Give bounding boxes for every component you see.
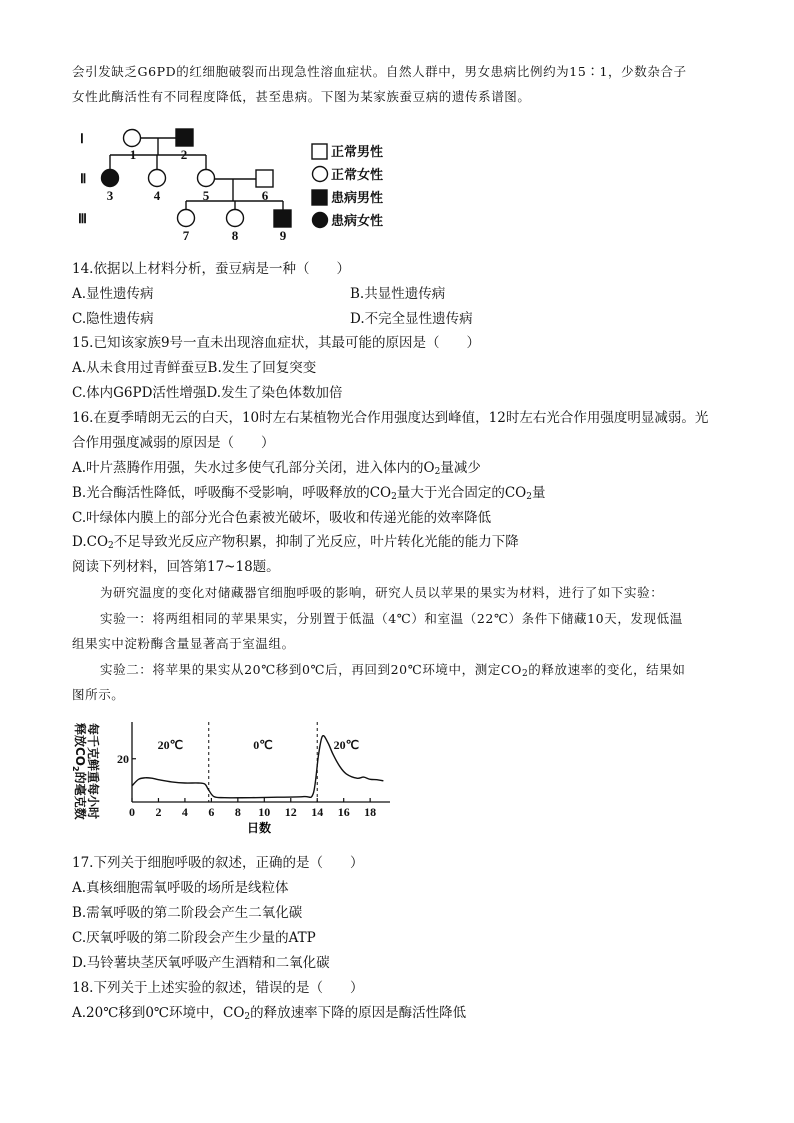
generation-label-2: Ⅱ [80,171,87,186]
individual-label: 5 [202,188,210,203]
individual-2 [176,129,193,146]
individual-4 [149,170,166,187]
individual-1 [124,130,141,147]
q15-options-cd: C.体内G6PD活性增强D.发生了染色体数加倍 [72,385,343,401]
individual-9 [274,210,291,227]
legend-normal-male-symbol [312,144,327,159]
legend-affected-male-symbol [312,190,327,205]
legend-normal-male: 正常男性 [331,145,384,160]
experiment-1-line-2: 组果实中淀粉酶含量显著高于室温组。 [72,636,295,651]
individual-label: 8 [231,228,239,243]
q17-option-d: D.马铃薯块茎厌氧呼吸产生酒精和二氧化碳 [72,955,330,971]
legend-normal-female: 正常女性 [331,168,384,183]
experiment-2-line-1: 实验二：将苹果的果实从20℃移到0℃后，再回到20℃环境中，测定$CO_2$的释放速率的变化，结果如 [100,662,686,679]
x-tick-label: 10 [258,805,271,819]
x-tick-label: 8 [234,805,241,819]
x-tick-label: 4 [181,805,188,819]
x-tick-label: 6 [208,805,215,819]
q17-option-a: A.真核细胞需氧呼吸的场所是线粒体 [72,880,289,896]
q18-stem: 18.下列关于上述实验的叙述，错误的是（ ） [72,980,364,996]
q16-stem-2: 合作用强度减弱的原因是（ ） [72,435,275,451]
individual-6 [256,170,273,187]
q14-option-c: C.隐性遗传病 [72,311,154,327]
legend-normal-female-symbol [313,167,328,182]
q14-option-b: B.共显性遗传病 [350,286,446,302]
material-paragraph-1: 为研究温度的变化对储藏器官细胞呼吸的影响，研究人员以苹果的果实为材料，进行了如下实验： [100,585,664,600]
q14-option-a: A.显性遗传病 [72,286,154,302]
individual-label: 3 [106,188,114,203]
intro-line-2: 女性此酶活性有不同程度降低，甚至患病。下图为某家族蚕豆病的遗传系谱图。 [72,89,531,104]
q15-stem: 15.已知该家族9号一直未出现溶血症状，其最可能的原因是（ ） [72,335,481,351]
q16-stem-1: 16.在夏季晴朗无云的白天，10时左右某植物光合作用强度达到峰值，12时左右光合作用强度明显减弱。光 [72,410,709,426]
generation-label-1: Ⅰ [80,131,84,146]
legend-affected-female-symbol [313,213,328,228]
individual-8 [227,210,244,227]
co2-release-chart [72,716,402,840]
pedigree-diagram [72,124,402,242]
q14-stem: 14.依据以上材料分析，蚕豆病是一种（ ） [72,261,350,277]
x-tick-label: 0 [129,805,135,819]
individual-label: 7 [182,228,190,243]
temperature-region-label: 0℃ [253,738,273,752]
x-tick-label: 16 [337,805,350,819]
individual-label: 1 [129,147,137,162]
q16-option-d: $D.CO_2$不足导致光反应产物积累，抑制了光反应，叶片转化光能的能力下降 [72,534,519,551]
legend-affected-female: 患病女性 [331,214,384,229]
y-axis-title-line-2: 释放$CO_2$的毫克数 [71,723,87,820]
temperature-region-label: 20℃ [333,738,360,752]
material-lead: 阅读下列材料，回答第17~18题。 [72,559,280,575]
individual-label: 9 [279,228,287,243]
individual-label: 6 [261,188,269,203]
q17-option-b: B.需氧呼吸的第二阶段会产生二氧化碳 [72,905,303,921]
legend-affected-male: 患病男性 [331,191,384,206]
experiment-2-line-2: 图所示。 [72,687,125,702]
generation-label-3: Ⅲ [78,211,87,226]
q14-option-d: D.不完全显性遗传病 [350,311,473,327]
q18-option-a: A.20℃移到0℃环境中，$CO_2$的释放速率下降的原因是酶活性降低 [72,1005,467,1022]
q15-options-ab: A.从未食用过青鲜蚕豆B.发生了回复突变 [72,360,317,376]
x-tick-label: 12 [284,805,297,819]
x-tick-label: 18 [364,805,377,819]
individual-label: 2 [180,147,188,162]
q17-option-c: C.厌氧呼吸的第二阶段会产生少量的ATP [72,930,316,946]
individual-7 [178,210,195,227]
experiment-1-line-1: 实验一：将两组相同的苹果果实，分别置于低温（4℃）和室温（22℃）条件下储藏10天，发现低温 [100,611,683,626]
y-axis-title [71,723,101,820]
q16-option-c: C.叶绿体内膜上的部分光合色素被光破坏，吸收和传递光能的效率降低 [72,510,492,526]
temperature-region-label: 20℃ [157,738,184,752]
x-tick-label: 2 [155,805,162,819]
intro-line-1: 会引发缺乏G6PD的红细胞破裂而出现急性溶血症状。自然人群中，男女患病比例约为15∶1，少数杂合子 [72,64,687,79]
individual-3 [102,170,119,187]
q17-stem: 17.下列关于细胞呼吸的叙述，正确的是（ ） [72,855,364,871]
q16-option-a: A.叶片蒸腾作用强，失水过多使气孔部分关闭，进入体内的$O_2$量减少 [72,460,481,477]
individual-5 [198,170,215,187]
x-axis-title: 日数 [246,821,272,835]
individual-label: 4 [153,188,161,203]
y-tick-label: 20 [117,751,129,766]
y-axis-title-line-1: 每千克鲜重每小时 [86,723,100,820]
q16-option-b: B.光合酶活性降低，呼吸酶不受影响，呼吸释放的$CO_2$量大于光合固定的$CO_2$量 [72,485,546,502]
x-tick-label: 14 [311,805,324,819]
